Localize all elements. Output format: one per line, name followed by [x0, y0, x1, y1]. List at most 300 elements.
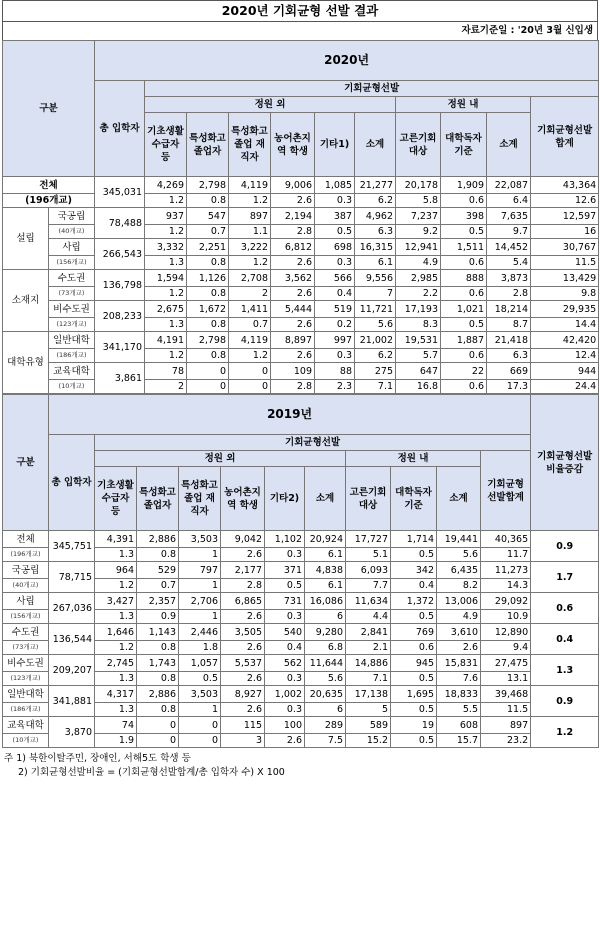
total-entrants: 209,207	[49, 655, 95, 686]
ratio-cell: 12.6	[531, 194, 599, 208]
balance-sum-header: 기회균형선발합계	[531, 97, 599, 177]
total-header: 총 입학자	[49, 435, 95, 531]
count-cell: 16,086	[305, 593, 346, 610]
ratio-change: 0.6	[531, 593, 599, 624]
ratio-cell: 15.2	[346, 734, 391, 748]
row-label: 교육대학	[49, 363, 95, 380]
total-entrants: 78,715	[49, 562, 95, 593]
count-cell: 275	[355, 363, 396, 380]
count-cell: 698	[315, 239, 355, 256]
ratio-change: 0.9	[531, 531, 599, 562]
count-cell: 1,085	[315, 177, 355, 194]
year-2020-header: 2020년	[95, 41, 599, 81]
ratio-cell: 1	[179, 579, 221, 593]
count-cell: 1,372	[391, 593, 437, 610]
ratio-cell: 5.6	[305, 672, 346, 686]
row-sub-label: (10개교)	[3, 734, 49, 748]
ratio-cell: 1.3	[145, 256, 187, 270]
count-cell: 4,119	[229, 332, 271, 349]
ratio-cell: 2.6	[271, 256, 315, 270]
ratio-cell: 2.6	[437, 641, 481, 655]
footnote-2: 2) 기회균형선발비율 = (기회균형선발합계/총 입학자 수) X 100	[18, 767, 285, 778]
ratio-cell: 1.2	[229, 349, 271, 363]
count-cell: 1,646	[95, 624, 137, 641]
count-cell: 6,812	[271, 239, 315, 256]
row-sub-label: (123개교)	[49, 318, 95, 332]
count-cell: 17,138	[346, 686, 391, 703]
count-cell: 14,886	[346, 655, 391, 672]
ratio-cell: 2.3	[315, 380, 355, 394]
count-cell: 2,675	[145, 301, 187, 318]
count-cell: 398	[441, 208, 487, 225]
table-row	[3, 270, 599, 287]
ratio-cell: 1.2	[95, 579, 137, 593]
ratio-cell: 0.5	[315, 225, 355, 239]
count-cell: 13,006	[437, 593, 481, 610]
row-label: 일반대학	[3, 686, 49, 703]
count-cell: 1,695	[391, 686, 437, 703]
ratio-cell: 1	[179, 703, 221, 717]
balance-header: 기회균형선발	[95, 435, 531, 451]
count-cell: 1,714	[391, 531, 437, 548]
count-cell: 4,317	[95, 686, 137, 703]
count-cell: 20,924	[305, 531, 346, 548]
ratio-change: 1.7	[531, 562, 599, 593]
count-cell: 547	[187, 208, 229, 225]
row-sub-label: (73개교)	[49, 287, 95, 301]
count-cell: 5,537	[221, 655, 265, 672]
ratio-cell: 0.8	[137, 641, 179, 655]
count-cell: 9,280	[305, 624, 346, 641]
col-header: 기초생활수급자 등	[145, 113, 187, 177]
row-label: 전체	[3, 177, 95, 194]
ratio-cell: 0.6	[441, 380, 487, 394]
count-cell: 4,391	[95, 531, 137, 548]
row-label: 전체	[3, 531, 49, 548]
ratio-cell: 1.2	[145, 225, 187, 239]
col-header: 특성화고 졸업자	[137, 467, 179, 531]
col-header: 소계	[487, 113, 531, 177]
table-row	[3, 624, 599, 641]
count-cell: 3,332	[145, 239, 187, 256]
count-cell: 944	[531, 363, 599, 380]
ratio-cell: 0.6	[441, 256, 487, 270]
ratio-cell: 1.2	[145, 349, 187, 363]
row-sub-label: (186개교)	[49, 349, 95, 363]
ratio-cell: 1.3	[95, 610, 137, 624]
row-sub-label: (10개교)	[49, 380, 95, 394]
ratio-cell: 5.6	[437, 548, 481, 562]
col-header: 기타2)	[265, 467, 305, 531]
source-date: 자료기준일 : '20년 3월 신입생	[2, 21, 598, 40]
col-header: 대학독자기준	[441, 113, 487, 177]
count-cell: 2,708	[229, 270, 271, 287]
count-cell: 9,006	[271, 177, 315, 194]
ratio-cell: 6.8	[305, 641, 346, 655]
footnotes	[4, 752, 596, 780]
count-cell: 6,093	[346, 562, 391, 579]
count-cell: 27,475	[481, 655, 531, 672]
ratio-cell: 6.4	[487, 194, 531, 208]
ratio-cell: 6.3	[355, 225, 396, 239]
row-sub-label: (156개교)	[3, 610, 49, 624]
ratio-cell: 2.6	[221, 641, 265, 655]
count-cell: 2,985	[396, 270, 441, 287]
count-cell: 39,468	[481, 686, 531, 703]
count-cell: 78	[145, 363, 187, 380]
count-cell: 74	[95, 717, 137, 734]
col-header: 농어촌지역 학생	[221, 467, 265, 531]
ratio-cell: 8.7	[487, 318, 531, 332]
col-header: 고른기회대상	[346, 467, 391, 531]
col-header: 기타1)	[315, 113, 355, 177]
ratio-cell: 1.3	[145, 318, 187, 332]
ratio-cell: 11.7	[481, 548, 531, 562]
ratio-cell: 0.6	[441, 287, 487, 301]
count-cell: 669	[487, 363, 531, 380]
count-cell: 2,251	[187, 239, 229, 256]
row-label: 국공립	[49, 208, 95, 225]
count-cell: 11,721	[355, 301, 396, 318]
table-row	[3, 363, 599, 380]
count-cell: 3,505	[221, 624, 265, 641]
row-group-label: 소재지	[3, 270, 49, 332]
ratio-cell: 0.8	[187, 318, 229, 332]
ratio-cell: 0.8	[187, 256, 229, 270]
count-cell: 8,927	[221, 686, 265, 703]
count-cell: 589	[346, 717, 391, 734]
out-quota-header: 정원 외	[95, 451, 346, 467]
count-cell: 6,865	[221, 593, 265, 610]
ratio-cell: 2	[145, 380, 187, 394]
row-label: 교육대학	[3, 717, 49, 734]
ratio-cell: 2.8	[271, 225, 315, 239]
col-header: 기초생활수급자 등	[95, 467, 137, 531]
count-cell: 647	[396, 363, 441, 380]
ratio-cell: 0	[187, 380, 229, 394]
count-cell: 21,277	[355, 177, 396, 194]
col-header: 소계	[355, 113, 396, 177]
count-cell: 2,798	[187, 332, 229, 349]
ratio-cell: 0.5	[179, 672, 221, 686]
ratio-cell: 1.9	[95, 734, 137, 748]
ratio-cell: 4.9	[396, 256, 441, 270]
ratio-cell: 0.5	[391, 610, 437, 624]
count-cell: 13,429	[531, 270, 599, 287]
count-cell: 3,610	[437, 624, 481, 641]
table-row	[3, 531, 599, 548]
count-cell: 1,002	[265, 686, 305, 703]
count-cell: 19,531	[396, 332, 441, 349]
change-header: 기회균형선발비율증감	[531, 395, 599, 531]
count-cell: 11,644	[305, 655, 346, 672]
out-quota-header: 정원 외	[145, 97, 396, 113]
row-sub-label: (156개교)	[49, 256, 95, 270]
count-cell: 6,435	[437, 562, 481, 579]
ratio-cell: 4.9	[437, 610, 481, 624]
ratio-cell: 8.2	[437, 579, 481, 593]
ratio-cell: 13.1	[481, 672, 531, 686]
ratio-cell: 8.3	[396, 318, 441, 332]
balance-header: 기회균형선발	[145, 81, 599, 97]
page-title: 2020년 기회균형 선발 결과	[2, 0, 598, 21]
count-cell: 1,672	[187, 301, 229, 318]
table-row	[3, 380, 599, 394]
in-quota-header: 정원 내	[396, 97, 531, 113]
ratio-cell: 9.7	[487, 225, 531, 239]
col-header: 대학독자기준	[391, 467, 437, 531]
count-cell: 608	[437, 717, 481, 734]
ratio-cell: 0.5	[441, 225, 487, 239]
ratio-cell: 2.8	[271, 380, 315, 394]
count-cell: 29,935	[531, 301, 599, 318]
row-group-label: 설립	[3, 208, 49, 270]
ratio-cell: 10.9	[481, 610, 531, 624]
ratio-cell: 11.5	[531, 256, 599, 270]
count-cell: 4,838	[305, 562, 346, 579]
table-row	[3, 655, 599, 672]
ratio-cell: 7.5	[305, 734, 346, 748]
ratio-cell: 1.2	[95, 641, 137, 655]
count-cell: 1,594	[145, 270, 187, 287]
ratio-cell: 0.6	[441, 194, 487, 208]
count-cell: 897	[481, 717, 531, 734]
col-header: 특성화고 졸업 재직자	[179, 467, 221, 531]
ratio-cell: 24.4	[531, 380, 599, 394]
count-cell: 115	[221, 717, 265, 734]
ratio-cell: 5.6	[355, 318, 396, 332]
ratio-cell: 2.6	[271, 194, 315, 208]
table-row	[3, 562, 599, 579]
count-cell: 40,365	[481, 531, 531, 548]
ratio-cell: 9.8	[531, 287, 599, 301]
table-row	[3, 239, 599, 256]
ratio-cell: 2.6	[221, 610, 265, 624]
count-cell: 16,315	[355, 239, 396, 256]
count-cell: 15,831	[437, 655, 481, 672]
count-cell: 20,635	[305, 686, 346, 703]
ratio-cell: 6.2	[355, 349, 396, 363]
ratio-cell: 1.2	[229, 194, 271, 208]
count-cell: 997	[315, 332, 355, 349]
ratio-cell: 0.3	[315, 194, 355, 208]
count-cell: 3,562	[271, 270, 315, 287]
ratio-cell: 2.2	[396, 287, 441, 301]
count-cell: 9,042	[221, 531, 265, 548]
table-row	[3, 208, 599, 225]
count-cell: 109	[271, 363, 315, 380]
count-cell: 30,767	[531, 239, 599, 256]
count-cell: 21,002	[355, 332, 396, 349]
table-row	[3, 177, 599, 194]
ratio-cell: 6	[305, 703, 346, 717]
count-cell: 2,706	[179, 593, 221, 610]
ratio-cell: 1.8	[179, 641, 221, 655]
ratio-cell: 5.1	[346, 548, 391, 562]
row-label: 사립	[3, 593, 49, 610]
row-label: 국공립	[3, 562, 49, 579]
count-cell: 964	[95, 562, 137, 579]
row-label: 수도권	[49, 270, 95, 287]
count-cell: 1,887	[441, 332, 487, 349]
ratio-cell: 6.1	[355, 256, 396, 270]
ratio-cell: 2.6	[271, 349, 315, 363]
count-cell: 2,194	[271, 208, 315, 225]
count-cell: 5,444	[271, 301, 315, 318]
count-cell: 0	[137, 717, 179, 734]
ratio-cell: 2.8	[487, 287, 531, 301]
count-cell: 1,743	[137, 655, 179, 672]
ratio-cell: 0.8	[187, 194, 229, 208]
count-cell: 2,886	[137, 531, 179, 548]
count-cell: 11,634	[346, 593, 391, 610]
count-cell: 3,427	[95, 593, 137, 610]
ratio-cell: 0.3	[265, 548, 305, 562]
ratio-cell: 5	[346, 703, 391, 717]
count-cell: 0	[187, 363, 229, 380]
count-cell: 4,119	[229, 177, 271, 194]
ratio-cell: 5.7	[396, 349, 441, 363]
count-cell: 12,597	[531, 208, 599, 225]
ratio-cell: 5.8	[396, 194, 441, 208]
ratio-cell: 0.5	[441, 318, 487, 332]
row-sub-label: (73개교)	[3, 641, 49, 655]
count-cell: 342	[391, 562, 437, 579]
count-cell: 8,897	[271, 332, 315, 349]
count-cell: 562	[265, 655, 305, 672]
ratio-cell: 1.3	[95, 672, 137, 686]
total-entrants: 3,870	[49, 717, 95, 748]
ratio-cell: 7.1	[346, 672, 391, 686]
ratio-cell: 0.3	[265, 610, 305, 624]
count-cell: 2,177	[221, 562, 265, 579]
count-cell: 14,452	[487, 239, 531, 256]
ratio-cell: 0.7	[137, 579, 179, 593]
count-cell: 897	[229, 208, 271, 225]
ratio-cell: 0.3	[315, 349, 355, 363]
count-cell: 1,143	[137, 624, 179, 641]
count-cell: 88	[315, 363, 355, 380]
ratio-cell: 0.3	[265, 703, 305, 717]
ratio-cell: 0.5	[391, 548, 437, 562]
ratio-cell: 2.6	[221, 672, 265, 686]
ratio-cell: 0.7	[229, 318, 271, 332]
footnote-1: 주 1) 북한이탈주민, 장애인, 서해5도 학생 등	[4, 753, 191, 764]
ratio-cell: 1	[179, 610, 221, 624]
ratio-cell: 9.4	[481, 641, 531, 655]
count-cell: 2,446	[179, 624, 221, 641]
table-row	[3, 301, 599, 318]
count-cell: 17,727	[346, 531, 391, 548]
ratio-cell: 6.3	[487, 349, 531, 363]
ratio-cell: 2.6	[221, 548, 265, 562]
row-sub-label: (186개교)	[3, 703, 49, 717]
count-cell: 4,191	[145, 332, 187, 349]
total-entrants: 208,233	[95, 301, 145, 332]
row-sub-label: (196개교)	[3, 194, 95, 208]
ratio-cell: 2.6	[271, 318, 315, 332]
count-cell: 1,909	[441, 177, 487, 194]
ratio-cell: 0.8	[137, 703, 179, 717]
count-cell: 888	[441, 270, 487, 287]
count-cell: 731	[265, 593, 305, 610]
ratio-cell: 1.2	[145, 194, 187, 208]
count-cell: 769	[391, 624, 437, 641]
ratio-cell: 0.8	[187, 349, 229, 363]
ratio-cell: 6.1	[305, 579, 346, 593]
gubun-header: 구분	[3, 41, 95, 177]
count-cell: 2,886	[137, 686, 179, 703]
count-cell: 21,418	[487, 332, 531, 349]
col-header: 소계	[437, 467, 481, 531]
ratio-cell: 5.5	[437, 703, 481, 717]
ratio-cell: 0.4	[391, 579, 437, 593]
count-cell: 42,420	[531, 332, 599, 349]
ratio-cell: 2	[229, 287, 271, 301]
table-row	[3, 593, 599, 610]
count-cell: 18,833	[437, 686, 481, 703]
ratio-cell: 16.8	[396, 380, 441, 394]
count-cell: 17,193	[396, 301, 441, 318]
ratio-cell: 0.2	[315, 318, 355, 332]
ratio-cell: 11.5	[481, 703, 531, 717]
count-cell: 1,102	[265, 531, 305, 548]
total-entrants: 341,170	[95, 332, 145, 363]
count-cell: 797	[179, 562, 221, 579]
ratio-cell: 2.6	[221, 703, 265, 717]
count-cell: 289	[305, 717, 346, 734]
col-header: 특성화고 졸업자	[187, 113, 229, 177]
count-cell: 519	[315, 301, 355, 318]
ratio-cell: 0.3	[315, 256, 355, 270]
ratio-cell: 0	[179, 734, 221, 748]
ratio-cell: 0.5	[391, 672, 437, 686]
table-row	[3, 332, 599, 349]
ratio-cell: 7.6	[437, 672, 481, 686]
ratio-cell: 0.8	[187, 287, 229, 301]
count-cell: 371	[265, 562, 305, 579]
ratio-cell: 0	[137, 734, 179, 748]
ratio-cell: 1.2	[145, 287, 187, 301]
ratio-cell: 2.6	[265, 734, 305, 748]
total-entrants: 3,861	[95, 363, 145, 394]
table-row	[3, 225, 599, 239]
count-cell: 4,269	[145, 177, 187, 194]
count-cell: 0	[229, 363, 271, 380]
ratio-cell: 0.3	[265, 672, 305, 686]
count-cell: 29,092	[481, 593, 531, 610]
count-cell: 12,941	[396, 239, 441, 256]
count-cell: 7,237	[396, 208, 441, 225]
gubun-header: 구분	[3, 395, 49, 531]
col-header: 소계	[305, 467, 346, 531]
ratio-cell: 6.2	[355, 194, 396, 208]
row-sub-label: (196개교)	[3, 548, 49, 562]
table-row	[3, 318, 599, 332]
col-header: 농어촌지역 학생	[271, 113, 315, 177]
count-cell: 945	[391, 655, 437, 672]
count-cell: 1,021	[441, 301, 487, 318]
total-entrants: 136,544	[49, 624, 95, 655]
row-label: 일반대학	[49, 332, 95, 349]
row-label: 수도권	[3, 624, 49, 641]
count-cell: 3,873	[487, 270, 531, 287]
ratio-cell: 15.7	[437, 734, 481, 748]
count-cell: 7,635	[487, 208, 531, 225]
ratio-cell: 0	[229, 380, 271, 394]
ratio-cell: 6	[305, 610, 346, 624]
count-cell: 12,890	[481, 624, 531, 641]
